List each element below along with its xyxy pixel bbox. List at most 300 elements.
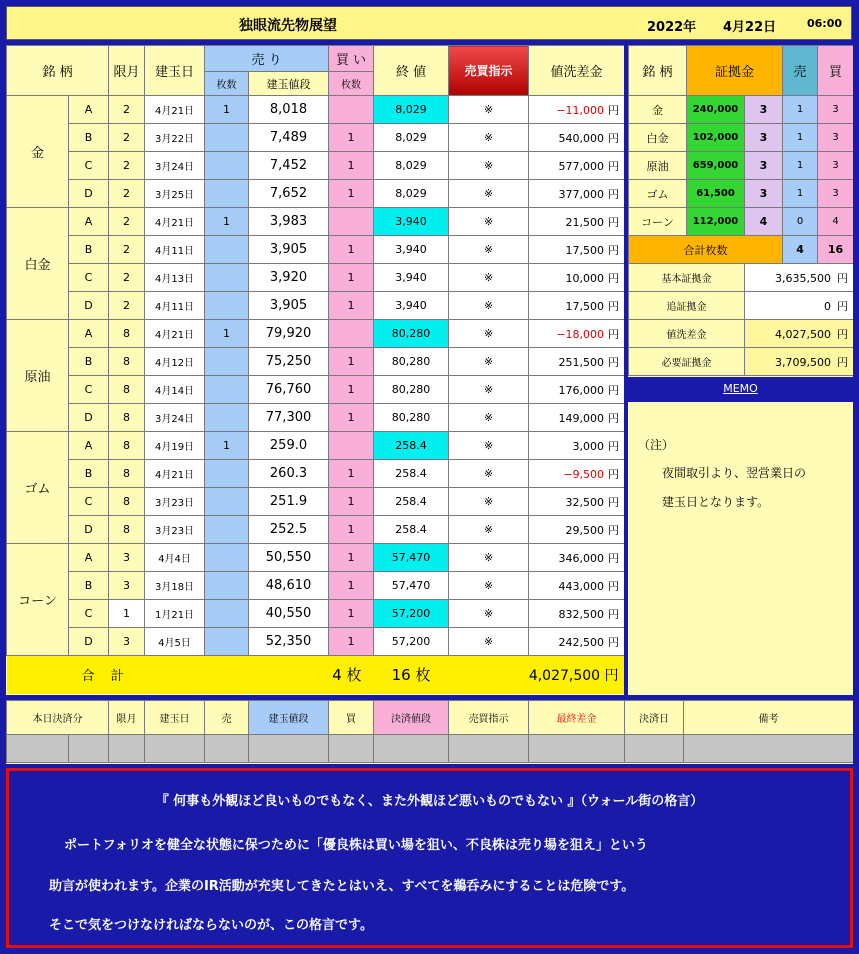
quote-line1: ポートフォリオを健全な状態に保つために「優良株は買い場を狙い、不良株は売り場を狙え」という (64, 838, 648, 853)
settle-cell[interactable] (684, 735, 854, 763)
settlement-table (6, 700, 853, 763)
table-row (7, 572, 625, 600)
row-entry-price: 40,550 (249, 600, 329, 628)
row-diff-cell (529, 96, 624, 124)
row-date: 4月13日 (145, 264, 205, 292)
row-month: 8 (109, 376, 145, 404)
margin-header-brand: 銘 柄 (629, 46, 687, 96)
row-close: 3,940 (374, 236, 449, 264)
row-diff: 17,500 (565, 299, 605, 313)
row-buy-qty: 1 (329, 404, 374, 432)
table-row (7, 488, 625, 516)
table-row (7, 208, 625, 236)
row-diff-unit: 円 (608, 327, 620, 341)
settle-header: 限月 (109, 701, 145, 735)
row-order[interactable]: ※ (449, 572, 529, 600)
row-diff-unit: 円 (608, 271, 620, 285)
table-row (7, 236, 625, 264)
margin-buy: 3 (818, 152, 853, 180)
row-month: 2 (109, 180, 145, 208)
table-row (7, 432, 625, 460)
header-date: 4月22日 (723, 20, 777, 35)
row-diff-cell (529, 600, 624, 628)
row-close: 8,029 (374, 124, 449, 152)
row-month: 3 (109, 572, 145, 600)
row-date: 3月24日 (145, 152, 205, 180)
summary-label: 必要証拠金 (629, 348, 745, 376)
settle-cell[interactable] (205, 735, 249, 763)
row-entry-price: 3,920 (249, 264, 329, 292)
row-diff-unit: 円 (608, 243, 620, 257)
memo-link-bar (628, 379, 853, 399)
settle-header: 建玉日 (145, 701, 205, 735)
row-close: 8,029 (374, 152, 449, 180)
row-sell-qty (205, 348, 249, 376)
row-diff: 346,000 (558, 551, 605, 565)
table-row (7, 124, 625, 152)
row-entry-price: 3,905 (249, 292, 329, 320)
total-sell: 4 枚 (205, 656, 374, 694)
row-diff-cell (529, 208, 624, 236)
row-diff-cell (529, 544, 624, 572)
quote-panel (6, 768, 853, 948)
table-row (7, 320, 625, 348)
margin-total-sell: 4 (783, 236, 818, 264)
settle-header: 備考 (684, 701, 854, 735)
row-diff: 540,000 (558, 131, 605, 145)
row-buy-qty (329, 96, 374, 124)
summary-label: 基本証拠金 (629, 264, 745, 292)
table-row (7, 600, 625, 628)
row-buy-qty: 1 (329, 572, 374, 600)
row-diff-cell (529, 292, 624, 320)
row-sub: D (69, 628, 109, 656)
settle-cell[interactable] (7, 735, 69, 763)
table-row (7, 460, 625, 488)
row-diff-unit: 円 (608, 103, 620, 117)
row-date: 4月19日 (145, 432, 205, 460)
row-diff: 3,000 (572, 439, 605, 453)
row-diff: 176,000 (558, 383, 605, 397)
row-date: 4月21日 (145, 460, 205, 488)
header-brand: 銘 柄 (7, 46, 109, 96)
quote-title: 『 何事も外観ほど良いものでもなく、また外観ほど悪いものでもない 』（ウォール街の格言） (155, 794, 704, 809)
memo-note-line2: 建玉日となります。 (662, 495, 770, 509)
row-buy-qty (329, 208, 374, 236)
row-entry-price: 3,983 (249, 208, 329, 236)
margin-table (628, 45, 853, 376)
row-sell-qty (205, 488, 249, 516)
margin-sell: 1 (783, 124, 818, 152)
row-sell-qty (205, 516, 249, 544)
row-date: 4月11日 (145, 236, 205, 264)
row-close: 57,470 (374, 572, 449, 600)
header-sell-qty: 枚数 (205, 72, 249, 96)
row-diff-unit: 円 (608, 383, 620, 397)
settle-cell[interactable] (449, 735, 529, 763)
header-year: 2022年 (647, 20, 697, 35)
margin-amount: 659,000 (687, 152, 745, 180)
row-sell-qty (205, 572, 249, 600)
row-entry-price: 3,905 (249, 236, 329, 264)
row-diff-cell (529, 628, 624, 656)
row-date: 1月21日 (145, 600, 205, 628)
row-entry-price: 7,452 (249, 152, 329, 180)
row-sub: D (69, 516, 109, 544)
row-sub: A (69, 432, 109, 460)
row-diff-cell (529, 348, 624, 376)
row-order[interactable]: ※ (449, 152, 529, 180)
margin-row (629, 96, 854, 124)
row-month: 2 (109, 124, 145, 152)
row-sell-qty (205, 404, 249, 432)
row-sub: B (69, 572, 109, 600)
row-order[interactable]: ※ (449, 180, 529, 208)
row-sell-qty (205, 152, 249, 180)
row-sub: C (69, 600, 109, 628)
row-buy-qty (329, 320, 374, 348)
row-sell-qty (205, 544, 249, 572)
row-month: 2 (109, 208, 145, 236)
row-diff-unit: 円 (608, 215, 620, 229)
row-order[interactable]: ※ (449, 236, 529, 264)
row-buy-qty: 1 (329, 544, 374, 572)
memo-note-line1: 夜間取引より、翌営業日の (662, 466, 807, 480)
row-buy-qty (329, 432, 374, 460)
total-unit: 円 (604, 667, 619, 684)
row-entry-price: 48,610 (249, 572, 329, 600)
row-diff-unit: 円 (608, 299, 620, 313)
row-close: 258.4 (374, 488, 449, 516)
row-entry-price: 260.3 (249, 460, 329, 488)
row-diff-unit: 円 (608, 159, 620, 173)
summary-unit: 円 (837, 299, 849, 313)
row-diff-cell (529, 460, 624, 488)
row-order[interactable]: ※ (449, 348, 529, 376)
table-row (7, 628, 625, 656)
row-sell-qty: 1 (205, 208, 249, 236)
row-entry-price: 259.0 (249, 432, 329, 460)
row-diff: 832,500 (558, 607, 605, 621)
row-sell-qty (205, 292, 249, 320)
row-order[interactable]: ※ (449, 292, 529, 320)
row-order[interactable]: ※ (449, 124, 529, 152)
row-buy-qty: 1 (329, 180, 374, 208)
brand-name: ゴム (7, 432, 69, 544)
row-entry-price: 50,550 (249, 544, 329, 572)
row-sub: A (69, 320, 109, 348)
row-sub: A (69, 544, 109, 572)
margin-sell: 0 (783, 208, 818, 236)
positions-table (6, 45, 624, 694)
row-buy-qty: 1 (329, 516, 374, 544)
row-order[interactable]: ※ (449, 404, 529, 432)
row-diff-cell (529, 264, 624, 292)
row-month: 2 (109, 152, 145, 180)
summary-value-cell (745, 348, 854, 376)
settle-cell[interactable] (249, 735, 329, 763)
row-date: 4月5日 (145, 628, 205, 656)
settle-header: 本日決済分 (7, 701, 109, 735)
row-month: 8 (109, 516, 145, 544)
row-close: 3,940 (374, 292, 449, 320)
row-close: 258.4 (374, 432, 449, 460)
header-order-button[interactable]: 売買指示 (449, 46, 529, 96)
margin-sell: 1 (783, 152, 818, 180)
row-diff: 10,000 (565, 271, 605, 285)
row-sell-qty (205, 264, 249, 292)
margin-buy: 3 (818, 180, 853, 208)
row-diff-cell (529, 572, 624, 600)
row-sell-qty (205, 460, 249, 488)
brand-name: 金 (7, 96, 69, 208)
row-diff-cell (529, 180, 624, 208)
row-month: 8 (109, 432, 145, 460)
row-close: 57,200 (374, 600, 449, 628)
settle-panel (6, 700, 853, 764)
row-buy-qty: 1 (329, 124, 374, 152)
settle-cell[interactable] (109, 735, 145, 763)
row-month: 2 (109, 96, 145, 124)
summary-label: 値洗差金 (629, 320, 745, 348)
row-close: 80,280 (374, 376, 449, 404)
row-diff: 377,000 (558, 187, 605, 201)
row-sell-qty (205, 628, 249, 656)
row-buy-qty: 1 (329, 264, 374, 292)
table-row (7, 348, 625, 376)
row-diff: 17,500 (565, 243, 605, 257)
row-close: 8,029 (374, 96, 449, 124)
row-sub: D (69, 404, 109, 432)
row-diff: 149,000 (558, 411, 605, 425)
summary-row (629, 320, 854, 348)
margin-row (629, 152, 854, 180)
margin-buy: 3 (818, 96, 853, 124)
row-close: 80,280 (374, 320, 449, 348)
margin-amount: 61,500 (687, 180, 745, 208)
row-buy-qty: 1 (329, 376, 374, 404)
summary-unit: 円 (837, 271, 849, 285)
summary-value: 3,635,500 (775, 271, 832, 285)
summary-value: 4,027,500 (775, 327, 832, 341)
table-row (7, 96, 625, 124)
header-sell: 売 り (205, 46, 329, 72)
settle-cell[interactable] (529, 735, 625, 763)
row-entry-price: 7,489 (249, 124, 329, 152)
row-diff-unit: 円 (608, 187, 620, 201)
margin-amount: 240,000 (687, 96, 745, 124)
row-order[interactable]: ※ (449, 544, 529, 572)
margin-buy: 4 (818, 208, 853, 236)
row-sub: C (69, 488, 109, 516)
row-month: 8 (109, 460, 145, 488)
row-month: 3 (109, 544, 145, 572)
row-diff: −18,000 (556, 327, 605, 341)
row-diff-unit: 円 (608, 467, 620, 481)
margin-panel (628, 45, 853, 377)
row-diff-unit: 円 (608, 131, 620, 145)
row-date: 4月21日 (145, 96, 205, 124)
row-diff-unit: 円 (608, 635, 620, 649)
main-panel (6, 45, 624, 695)
margin-row (629, 208, 854, 236)
margin-qty: 4 (745, 208, 783, 236)
margin-qty: 3 (745, 124, 783, 152)
quote-line2: 助言が使われます。企業のIR活動が充実してきたとはいえ、すべてを鵜呑みにすることは危険です。 (49, 879, 635, 894)
row-sub: C (69, 264, 109, 292)
row-order[interactable]: ※ (449, 628, 529, 656)
row-diff-unit: 円 (608, 495, 620, 509)
memo-panel (628, 402, 853, 695)
margin-header-sell: 売 (783, 46, 818, 96)
row-entry-price: 75,250 (249, 348, 329, 376)
margin-brand: 白金 (629, 124, 687, 152)
row-close: 57,470 (374, 544, 449, 572)
row-order[interactable]: ※ (449, 208, 529, 236)
row-month: 2 (109, 236, 145, 264)
row-month: 8 (109, 320, 145, 348)
row-order[interactable]: ※ (449, 376, 529, 404)
row-diff-cell (529, 376, 624, 404)
summary-unit: 円 (837, 355, 849, 369)
margin-brand: ゴム (629, 180, 687, 208)
header-time: 06:00 (807, 17, 843, 30)
row-diff-unit: 円 (608, 411, 620, 425)
summary-unit: 円 (837, 327, 849, 341)
row-buy-qty: 1 (329, 152, 374, 180)
row-month: 2 (109, 264, 145, 292)
settle-cell[interactable] (69, 735, 109, 763)
margin-amount: 102,000 (687, 124, 745, 152)
margin-sell: 1 (783, 96, 818, 124)
header-date: 建玉日 (145, 46, 205, 96)
row-diff-unit: 円 (608, 551, 620, 565)
row-buy-qty: 1 (329, 488, 374, 516)
row-entry-price: 79,920 (249, 320, 329, 348)
header-buy-qty: 枚数 (329, 72, 374, 96)
row-date: 3月25日 (145, 180, 205, 208)
row-sub: D (69, 292, 109, 320)
row-buy-qty: 1 (329, 628, 374, 656)
row-entry-price: 252.5 (249, 516, 329, 544)
header-buy: 買 い (329, 46, 374, 72)
table-row (7, 404, 625, 432)
row-date: 3月18日 (145, 572, 205, 600)
row-close: 3,940 (374, 264, 449, 292)
header-month: 限月 (109, 46, 145, 96)
row-buy-qty: 1 (329, 292, 374, 320)
settle-cell[interactable] (374, 735, 449, 763)
row-order[interactable]: ※ (449, 600, 529, 628)
summary-value-cell (745, 292, 854, 320)
row-month: 8 (109, 404, 145, 432)
row-sub: B (69, 460, 109, 488)
row-diff: 242,500 (558, 635, 605, 649)
row-entry-price: 77,300 (249, 404, 329, 432)
row-diff: −9,500 (563, 467, 605, 481)
total-buy: 16 枚 (374, 656, 449, 694)
row-close: 8,029 (374, 180, 449, 208)
row-date: 4月21日 (145, 320, 205, 348)
margin-brand: 原油 (629, 152, 687, 180)
row-sell-qty (205, 376, 249, 404)
row-date: 3月22日 (145, 124, 205, 152)
settle-header: 売 (205, 701, 249, 735)
margin-total-label: 合計枚数 (629, 236, 783, 264)
row-order[interactable]: ※ (449, 460, 529, 488)
summary-row (629, 264, 854, 292)
row-diff-cell (529, 152, 624, 180)
row-order[interactable]: ※ (449, 96, 529, 124)
row-entry-price: 7,652 (249, 180, 329, 208)
table-row (7, 180, 625, 208)
row-diff-unit: 円 (608, 523, 620, 537)
row-entry-price: 76,760 (249, 376, 329, 404)
summary-value-cell (745, 264, 854, 292)
row-order[interactable]: ※ (449, 432, 529, 460)
row-sell-qty (205, 124, 249, 152)
brand-name: 原油 (7, 320, 69, 432)
header-bar (6, 6, 852, 40)
row-sell-qty: 1 (205, 320, 249, 348)
row-date: 3月23日 (145, 516, 205, 544)
settle-header: 最終差金 (529, 701, 625, 735)
table-row (7, 376, 625, 404)
summary-row (629, 292, 854, 320)
row-diff: 577,000 (558, 159, 605, 173)
margin-header-amount: 証拠金 (687, 46, 783, 96)
row-diff-unit: 円 (608, 607, 620, 621)
row-close: 80,280 (374, 404, 449, 432)
row-close: 80,280 (374, 348, 449, 376)
table-row (7, 152, 625, 180)
row-sell-qty (205, 180, 249, 208)
settle-cell[interactable] (329, 735, 374, 763)
row-buy-qty: 1 (329, 236, 374, 264)
total-label: 合 計 (7, 656, 205, 694)
row-order[interactable]: ※ (449, 488, 529, 516)
row-sub: B (69, 236, 109, 264)
row-sub: D (69, 180, 109, 208)
summary-row (629, 348, 854, 376)
row-sub: A (69, 96, 109, 124)
settle-cell[interactable] (625, 735, 684, 763)
row-diff-cell (529, 320, 624, 348)
memo-link[interactable]: MEMO (723, 382, 758, 395)
settle-cell[interactable] (145, 735, 205, 763)
margin-qty: 3 (745, 96, 783, 124)
row-diff-unit: 円 (608, 579, 620, 593)
row-diff-cell (529, 516, 624, 544)
summary-value: 3,709,500 (775, 355, 832, 369)
settle-header: 決済日 (625, 701, 684, 735)
row-entry-price: 52,350 (249, 628, 329, 656)
margin-amount: 112,000 (687, 208, 745, 236)
row-order[interactable]: ※ (449, 264, 529, 292)
row-date: 4月14日 (145, 376, 205, 404)
row-sub: B (69, 124, 109, 152)
summary-value-cell (745, 320, 854, 348)
header-entry-price: 建玉値段 (249, 72, 329, 96)
page-title: 独眼流先物展望 (239, 18, 337, 34)
brand-name: コーン (7, 544, 69, 656)
row-order[interactable]: ※ (449, 516, 529, 544)
row-diff: 29,500 (565, 523, 605, 537)
row-entry-price: 8,018 (249, 96, 329, 124)
settle-header: 建玉値段 (249, 701, 329, 735)
margin-header-buy: 買 (818, 46, 853, 96)
row-order[interactable]: ※ (449, 320, 529, 348)
